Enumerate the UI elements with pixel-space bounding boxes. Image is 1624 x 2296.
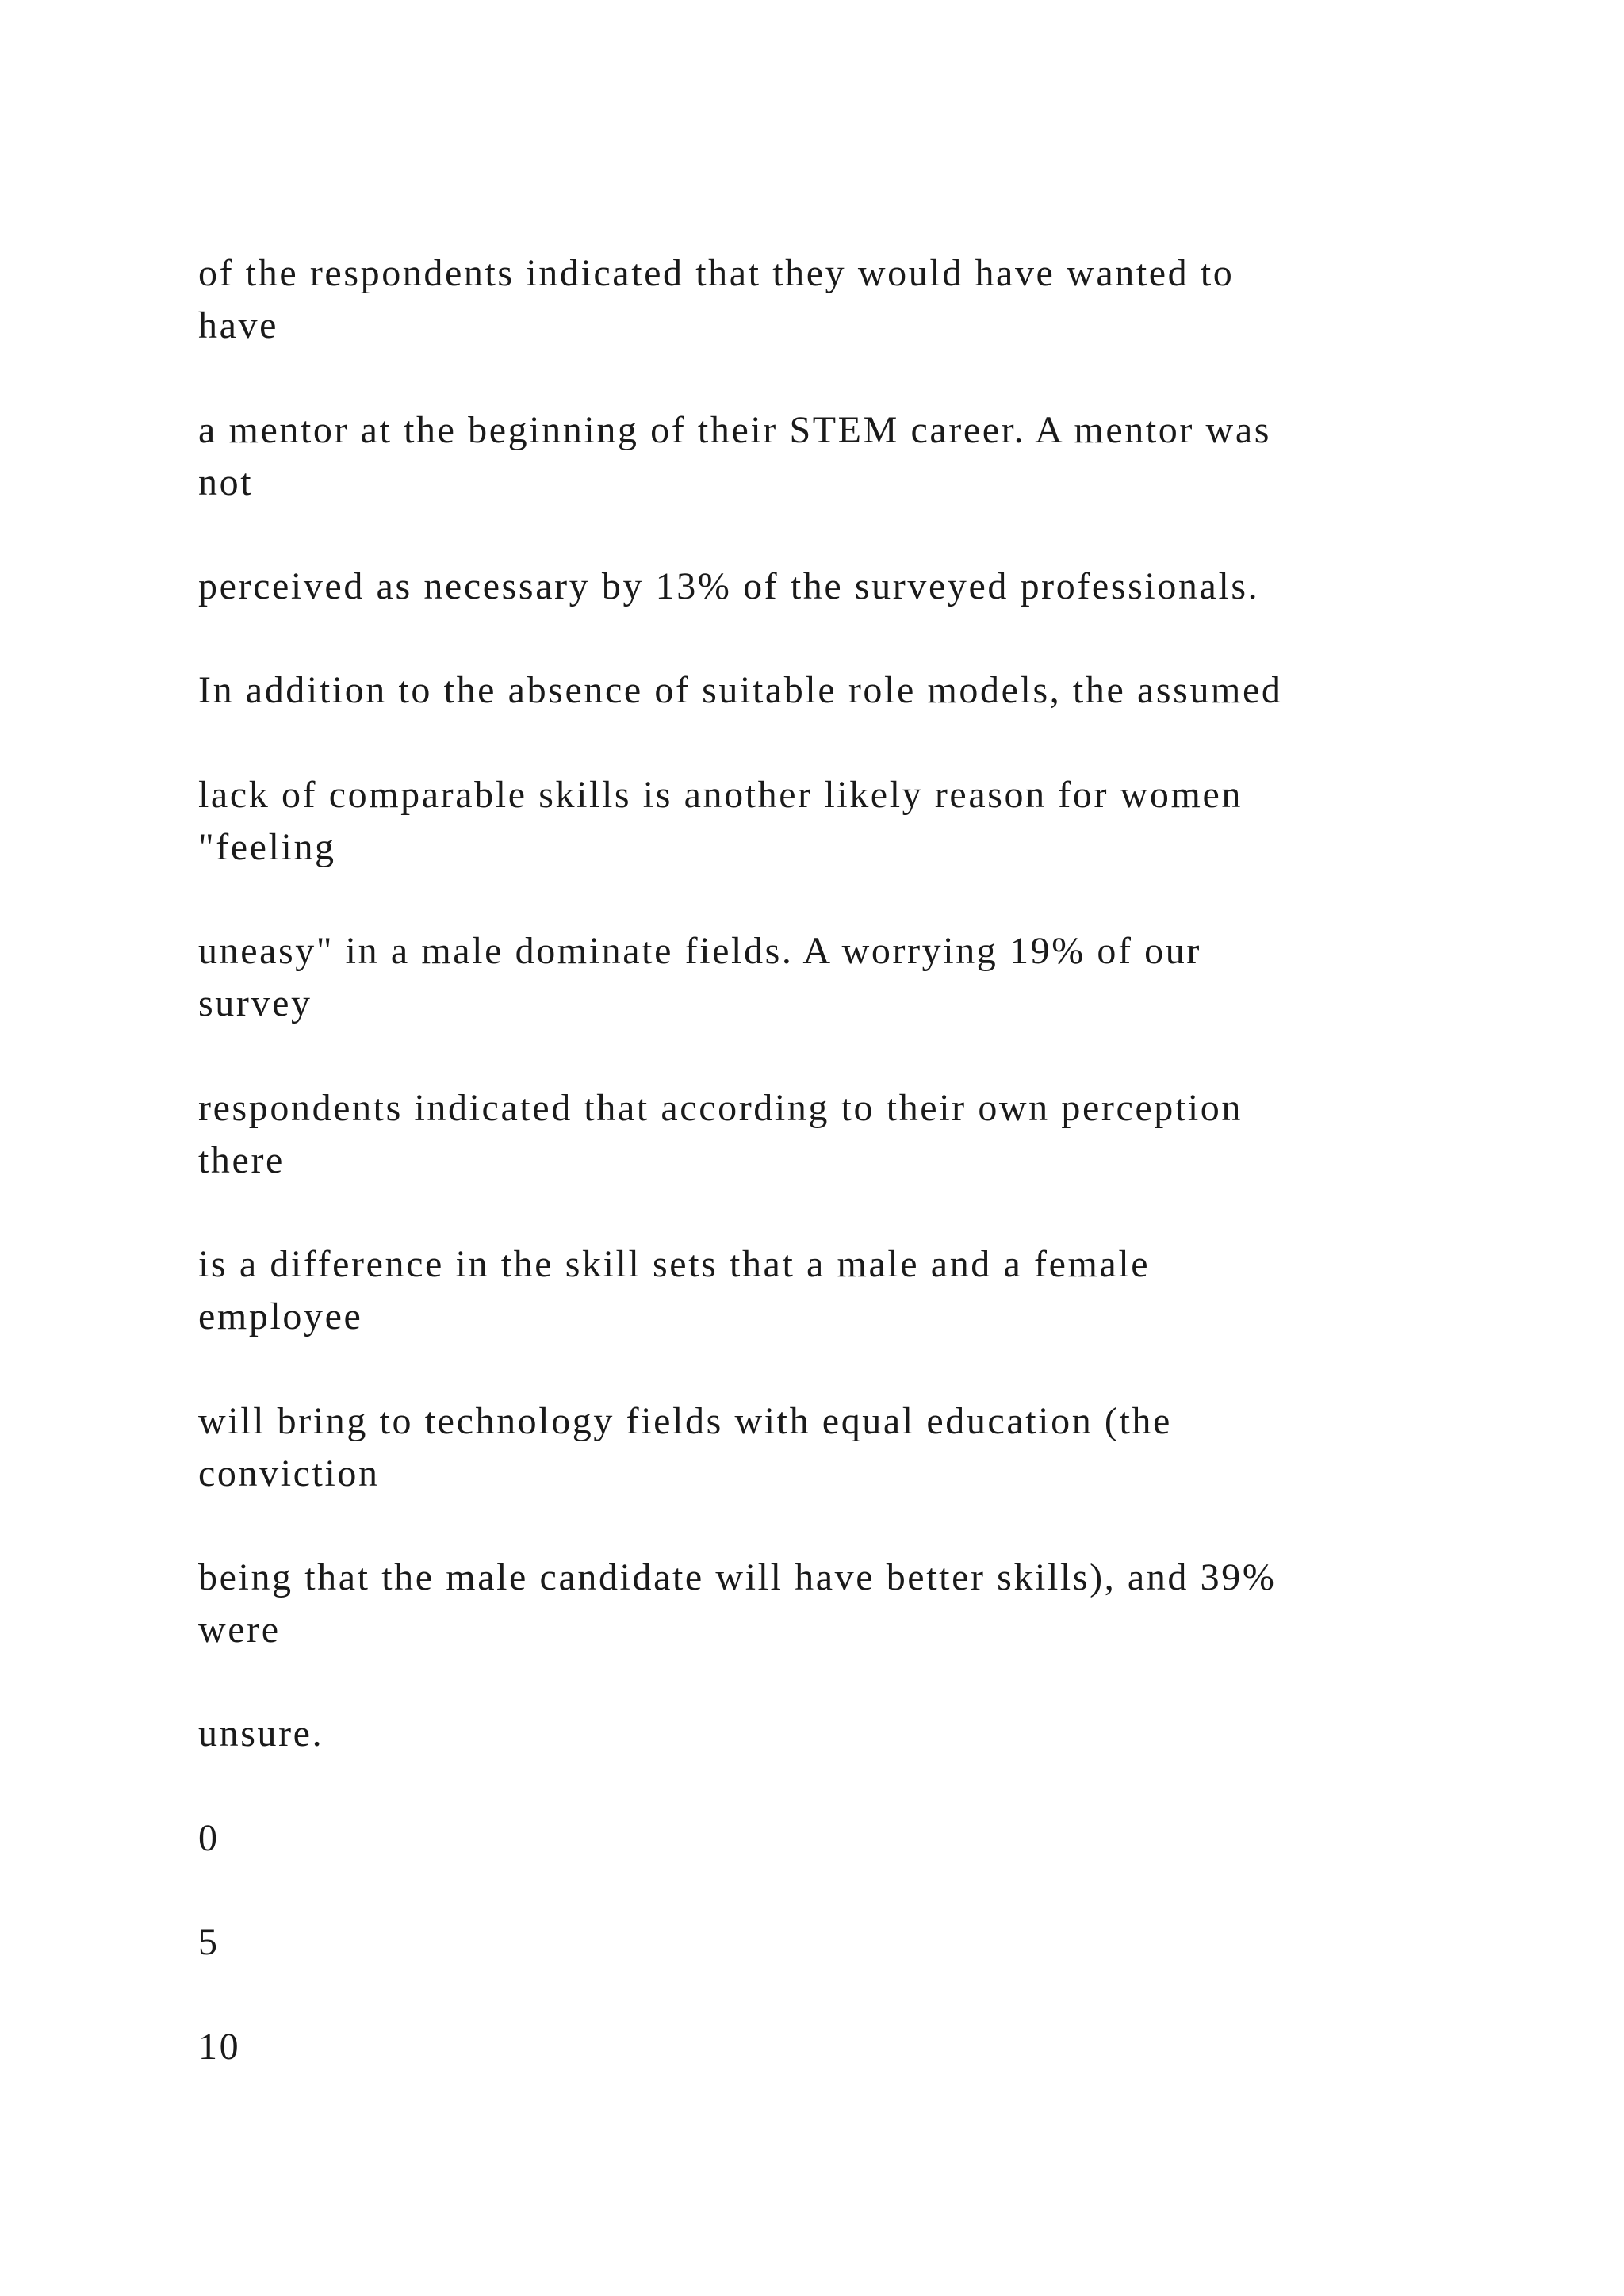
text-line: there [198,1139,285,1181]
text-line: of the respondents indicated that they would have wanted to [198,252,1235,294]
text-line: "feeling [198,826,336,868]
text-line: respondents indicated that according to their own perception [198,1087,1243,1129]
text-line: employee [198,1295,363,1337]
text-line: survey [198,982,312,1024]
text-line: 0 [198,1817,220,1859]
text-line: being that the male candidate will have better skills), and 39% [198,1556,1277,1598]
text-line: 5 [198,1921,220,1963]
text-line: have [198,304,279,346]
text-line: not [198,461,254,503]
text-line: unsure. [198,1712,324,1755]
text-line: uneasy" in a male dominate fields. A worrying 19% of our [198,930,1201,972]
text-line: perceived as necessary by 13% of the surveyed professionals. [198,565,1260,607]
text-line: In addition to the absence of suitable role models, the assumed [198,669,1283,711]
text-line: is a difference in the skill sets that a male and a female [198,1243,1151,1285]
text-line: a mentor at the beginning of their STEM career. A mentor was [198,409,1271,451]
text-line: conviction [198,1452,380,1494]
text-line: 10 [198,2026,241,2068]
text-line: were [198,1609,281,1651]
text-line: lack of comparable skills is another likely reason for women [198,774,1243,816]
text-line: will bring to technology fields with equal education (the [198,1400,1172,1442]
